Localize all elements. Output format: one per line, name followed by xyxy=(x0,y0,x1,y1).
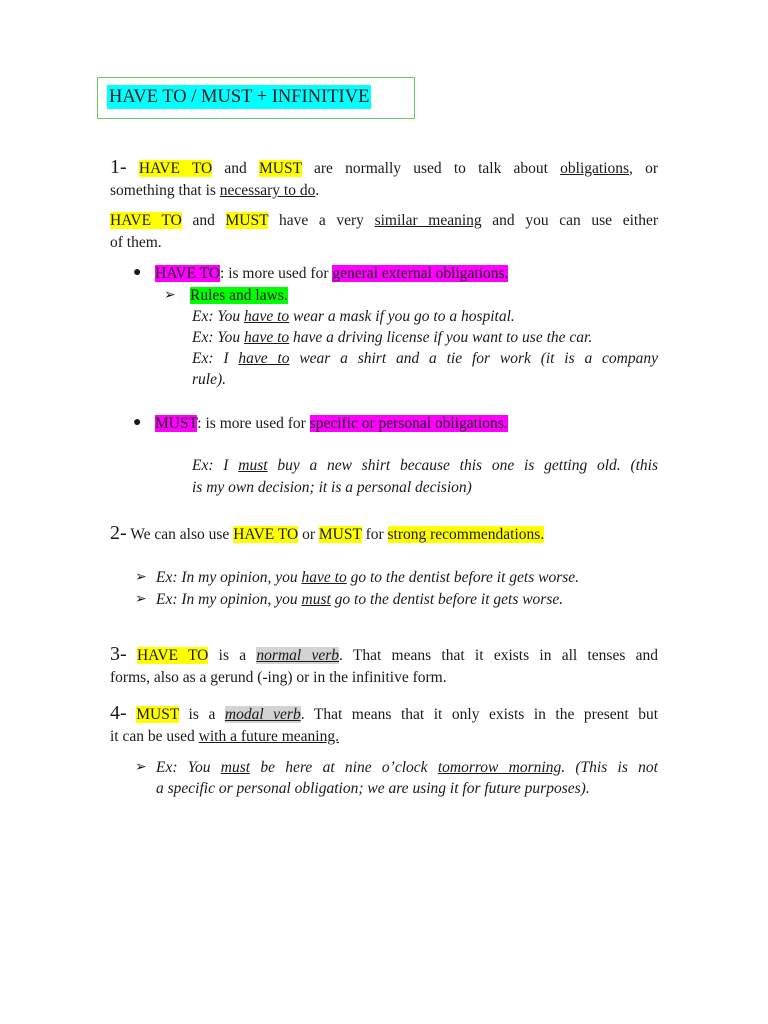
page-title: HAVE TO / MUST + INFINITIVE xyxy=(109,87,370,107)
text: Ex: I xyxy=(192,457,239,474)
highlight-have-to: HAVE TO xyxy=(155,265,221,282)
text: Ex: I xyxy=(192,350,239,367)
text: is a xyxy=(208,647,257,664)
text: Ex: You xyxy=(192,308,244,325)
bullet-have-to xyxy=(155,264,508,284)
section-1-line-4: of them. xyxy=(110,234,162,251)
section-1-line-2 xyxy=(110,181,319,201)
text: go to the dentist before it gets worse. xyxy=(330,591,564,608)
example-3-cont: rule). xyxy=(192,371,227,388)
bullet-icon: ● xyxy=(133,415,142,430)
section-4-line-1 xyxy=(110,703,658,725)
text: , or xyxy=(629,160,659,177)
arrow-bullet-icon: ➢ xyxy=(164,288,176,303)
text: We can also use xyxy=(126,526,234,543)
section-4-line-2 xyxy=(110,727,339,747)
section-number: 2- xyxy=(110,522,127,544)
text: . xyxy=(315,182,320,199)
highlight-modal-verb: modal verb xyxy=(224,706,301,723)
text: have a very xyxy=(268,212,375,229)
text: wear a shirt and a tie for work (it is a company xyxy=(289,350,658,367)
underlined-text: similar meaning xyxy=(374,212,482,229)
text: : is more used for xyxy=(197,415,310,432)
section-number: 3- xyxy=(110,643,127,665)
example-2 xyxy=(192,328,592,348)
section-number: 1- xyxy=(110,156,127,178)
underlined-text: have to xyxy=(243,329,290,346)
underlined-text: must xyxy=(238,457,268,474)
example-recommendation-1 xyxy=(156,568,579,588)
underlined-text: must xyxy=(301,591,331,608)
arrow-bullet-icon: ➢ xyxy=(135,570,147,585)
highlight-must: MUST xyxy=(155,415,198,432)
text: or xyxy=(298,526,319,543)
section-3-line-2: forms, also as a gerund (-ing) or in the infinitive form. xyxy=(110,669,447,686)
text: are normally used to talk about xyxy=(301,160,561,177)
highlight-have-to: HAVE TO xyxy=(233,526,299,543)
highlight-must: MUST xyxy=(258,160,302,177)
text: is a xyxy=(179,706,225,723)
text: . That means that it exists in all tenses and xyxy=(339,647,659,664)
underlined-text: have to xyxy=(243,308,290,325)
bullet-icon: ● xyxy=(133,265,142,280)
underlined-text: have to xyxy=(301,569,347,586)
underlined-text: obligations xyxy=(560,160,630,177)
text: wear a mask if you go to a hospital. xyxy=(289,308,515,325)
text: be here at nine o’clock xyxy=(250,759,438,776)
sub-bullet-rules xyxy=(190,286,288,306)
section-number: 4- xyxy=(110,702,127,724)
example-1 xyxy=(192,307,515,327)
section-2-line-1 xyxy=(110,523,544,545)
example-recommendation-2 xyxy=(156,590,563,610)
underlined-text: have to xyxy=(238,350,290,367)
example-must-cont: is my own decision; it is a personal decision) xyxy=(192,479,472,496)
text: buy a new shirt because this one is getting old. (this xyxy=(267,457,658,474)
section-1-line-3 xyxy=(110,211,658,231)
highlight-have-to: HAVE TO xyxy=(138,160,213,177)
text: Ex: In my opinion, you xyxy=(156,569,302,586)
highlight-have-to: HAVE TO xyxy=(110,212,182,229)
text: go to the dentist before it gets worse. xyxy=(346,569,580,586)
highlight-must: MUST xyxy=(225,212,269,229)
highlight-rules: Rules and laws. xyxy=(190,287,288,304)
text: . That means that it only exists in the present but xyxy=(300,706,659,723)
text: it can be used xyxy=(110,728,199,745)
text: something that is xyxy=(110,182,220,199)
underlined-text: must xyxy=(220,759,251,776)
text: Ex: You xyxy=(192,329,244,346)
text: have a driving license if you want to use the car. xyxy=(289,329,593,346)
text: Ex: You xyxy=(156,759,221,776)
text: and xyxy=(181,212,226,229)
highlight-normal-verb: normal verb xyxy=(256,647,340,664)
text: and you can use either xyxy=(481,212,658,229)
text: for xyxy=(361,526,388,543)
text: : is more used for xyxy=(220,265,333,282)
example-3 xyxy=(192,349,658,369)
highlight-must: MUST xyxy=(136,706,180,723)
underlined-text: necessary to do xyxy=(219,182,316,199)
highlight-must: MUST xyxy=(318,526,362,543)
section-1-line-1 xyxy=(110,157,658,179)
example-future xyxy=(156,758,658,778)
example-must xyxy=(192,456,658,476)
text: and xyxy=(212,160,259,177)
highlight-specific-obligations: specific or personal obligations. xyxy=(309,415,508,432)
underlined-text: with a future meaning. xyxy=(198,728,339,745)
underlined-text: tomorrow morning xyxy=(437,759,562,776)
highlight-general-obligations: general external obligations. xyxy=(332,265,509,282)
arrow-bullet-icon: ➢ xyxy=(135,592,147,607)
highlight-have-to: HAVE TO xyxy=(136,647,209,664)
arrow-bullet-icon: ➢ xyxy=(135,760,147,775)
example-future-cont: a specific or personal obligation; we are using it for future purposes). xyxy=(156,780,590,797)
section-3-line-1 xyxy=(110,644,658,666)
text: . (This is not xyxy=(561,759,658,776)
text: Ex: In my opinion, you xyxy=(156,591,302,608)
bullet-must xyxy=(155,414,508,434)
highlight-strong-recommendations: strong recommendations. xyxy=(387,526,545,543)
